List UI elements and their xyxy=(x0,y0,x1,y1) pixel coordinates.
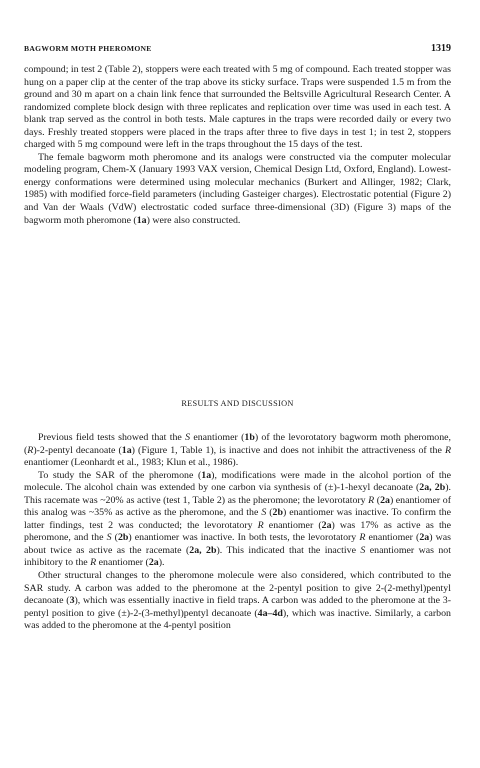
methods-text-block xyxy=(24,64,451,227)
paragraph: Previous field tests showed that the S enantiomer (1b) of the levorotatory bagworm moth pheromone, (R)-2-pentyl decanoate (1a) (Figure 1, Table 1), is inactive and does not inhibit the attractiveness of the R enantiomer (Leonhardt et al., 1983; Klun et al., 1986). xyxy=(24,432,451,469)
page-number: 1319 xyxy=(431,43,451,54)
paragraph: The female bagworm moth pheromone and its analogs were constructed via the computer molecular modeling program, Chem-X (January 1993 VAX version, Chemical Design Ltd, Oxford, England). Lowest-energy conformations were determined using molecular mechanics (Burkert and Allinger, 1982; Clark, 1985) with modified force-field parameters (including Gasteiger charges). Electrostatic potential (Figure 2) and Van der Waals (VdW) electrostatic coded surface three-dimensional (3D) (Figure 3) maps of the bagworm moth pheromone (1a) were also constructed. xyxy=(24,151,451,226)
paragraph: compound; in test 2 (Table 2), stoppers were each treated with 5 mg of compound. Each treated stopper was hung on a paper clip at the center of the trap above its sticky surface. Traps were suspended 1.5 m from the ground and 30 m apart on a chain link fence that surrounded the Beltsville Agricultural Research Center. A randomized complete block design with three replicates and replication over time was used in each test. A blank trap served as the control in both tests. Male captures in the traps were recorded daily or every two days. Freshly treated stoppers were placed in the traps after three to five days in test 1; in test 2, stoppers charged with 5 mg compound were left in the traps throughout the 15 days of the test. xyxy=(24,64,451,151)
section-heading: RESULTS AND DISCUSSION xyxy=(181,399,294,408)
paragraph: Other structural changes to the pheromone molecule were also considered, which contributed to the SAR study. A carbon was added to the pheromone at the 2-pentyl position to give 2-(2-methyl)pentyl decanoate (3), which was essentially inactive in field traps. A carbon was added to the pheromone at the 3-pentyl position to give (±)-2-(3-methyl)pentyl decanoate (4a–4d), which was inactive. Similarly, a carbon was added to the pheromone at the 4-pentyl position xyxy=(24,570,451,632)
results-text-block xyxy=(24,432,451,633)
running-head-title: BAGWORM MOTH PHEROMONE xyxy=(24,44,152,53)
paragraph: To study the SAR of the pheromone (1a), modifications were made in the alcohol portion of the molecule. The alcohol chain was extended by one carbon via synthesis of (±)-1-hexyl decanoate (2a, 2b). This racemate was ~20% as active (test 1, Table 2) as the pheromone; the levorotatory R (2a) enantiomer of this analog was ~35% as active as the pheromone, and the S (2b) enantiomer was inactive. To confirm the latter findings, test 2 was conducted; the levorotatory R enantiomer (2a) was 17% as active as the pheromone, and the S (2b) enantiomer was inactive. In both tests, the levorotatory R enantiomer (2a) was about twice as active as the racemate (2a, 2b). This indicated that the inactive S enantiomer was not inhibitory to the R enantiomer (2a). xyxy=(24,469,452,569)
running-head xyxy=(24,43,451,54)
